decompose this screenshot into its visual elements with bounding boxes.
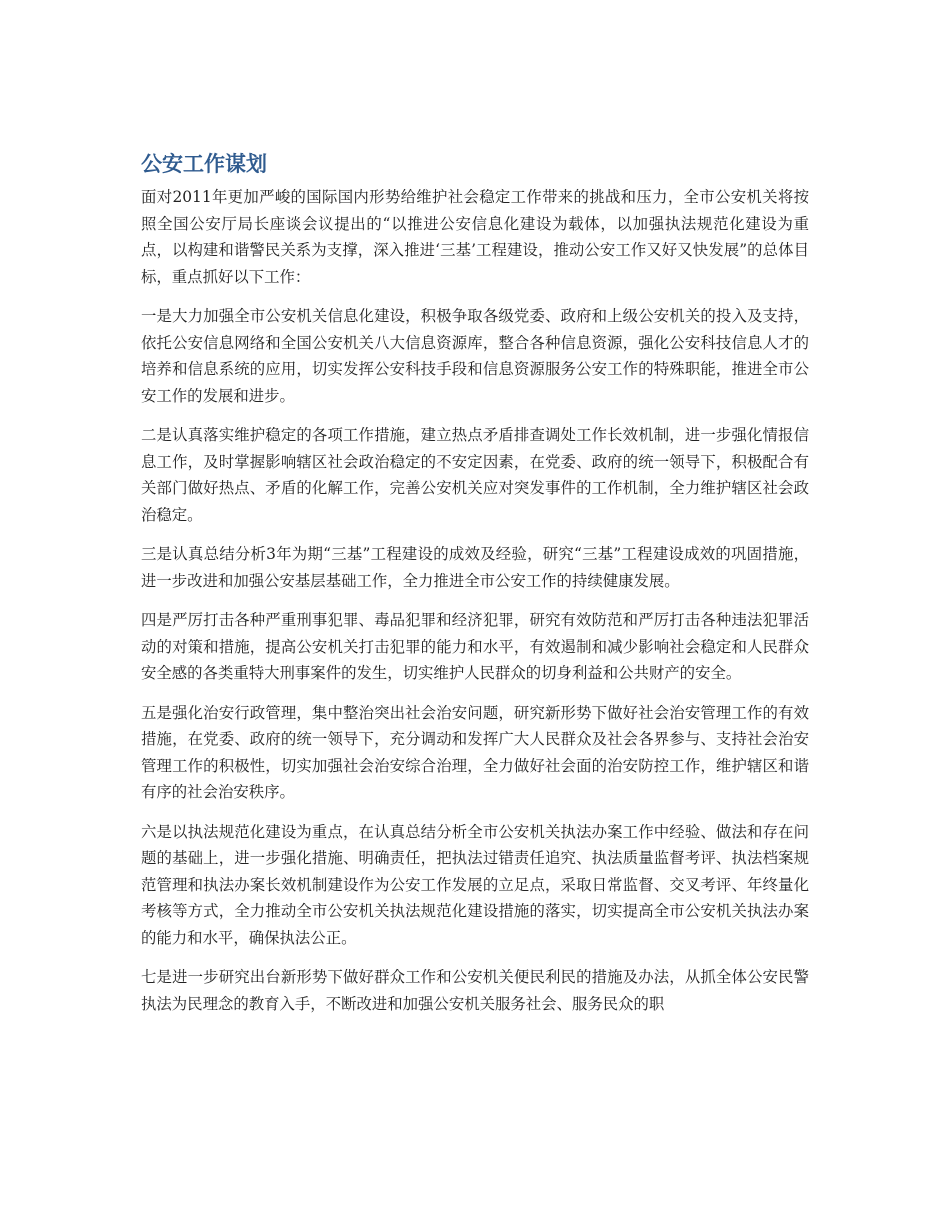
paragraph-item-2: 二是认真落实维护稳定的各项工作措施，建立热点矛盾排查调处工作长效机制，进一步强化情报信息工作，及时掌握影响辖区社会政治稳定的不安定因素，在党委、政府的统一领导下，积极配合有关部门做好热点、矛盾的化解工作，完善公安机关应对突发事件的工作机制，全力维护辖区社会政治稳定。 [141, 426, 809, 524]
document-title: 公安工作谋划 [141, 152, 267, 176]
paragraph-item-6: 六是以执法规范化建设为重点，在认真总结分析全市公安机关执法办案工作中经验、做法和存在问题的基础上，进一步强化措施、明确责任，把执法过错责任追究、执法质量监督考评、执法档案规范管理和执法办案长效机制建设作为公安工作发展的立足点，采取日常监督、交叉考评、年终量化考核等方式，全力推动全市公安机关执法规范化建设措施的落实，切实提高全市公安机关执法办案的能力和水平，确保执法公正。 [141, 822, 809, 947]
paragraph-intro: 面对2011年更加严峻的国际国内形势给维护社会稳定工作带来的挑战和压力，全市公安机关将按照全国公安厅局长座谈会议提出的“以推进公安信息化建设为载体，以加强执法规范化建设为重点，以构建和谐警民关系为支撑，深入推进‘三基’工程建设，推动公安工作又好又快发展”的总体目标，重点抓好以下工作： [141, 188, 809, 286]
paragraph-item-5: 五是强化治安行政管理，集中整治突出社会治安问题，研究新形势下做好社会治安管理工作的有效措施，在党委、政府的统一领导下，充分调动和发挥广大人民群众及社会各界参与、支持社会治安管理工作的积极性，切实加强社会治安综合治理，全力做好社会面的治安防控工作，维护辖区和谐有序的社会治安秩序。 [141, 703, 809, 801]
paragraph-item-4: 四是严厉打击各种严重刑事犯罪、毒品犯罪和经济犯罪，研究有效防范和严厉打击各种违法犯罪活动的对策和措施，提高公安机关打击犯罪的能力和水平，有效遏制和减少影响社会稳定和人民群众安全感的各类重特大刑事案件的发生，切实维护人民群众的切身利益和公共财产的安全。 [141, 611, 809, 682]
paragraph-item-1: 一是大力加强全市公安机关信息化建设，积极争取各级党委、政府和上级公安机关的投入及支持，依托公安信息网络和全国公安机关八大信息资源库，整合各种信息资源，强化公安科技信息人才的培养和信息系统的应用，切实发挥公安科技手段和信息资源服务公安工作的特殊职能，推进全市公安工作的发展和进步。 [141, 307, 809, 405]
document-page [141, 150, 809, 1030]
paragraph-item-3: 三是认真总结分析3年为期“三基”工程建设的成效及经验，研究“三基”工程建设成效的巩固措施，进一步改进和加强公安基层基础工作，全力推进全市公安工作的持续健康发展。 [141, 545, 809, 590]
paragraph-item-7: 七是进一步研究出台新形势下做好群众工作和公安机关便民利民的措施及办法，从抓全体公安民警执法为民理念的教育入手，不断改进和加强公安机关服务社会、服务民众的职 [141, 968, 809, 1013]
